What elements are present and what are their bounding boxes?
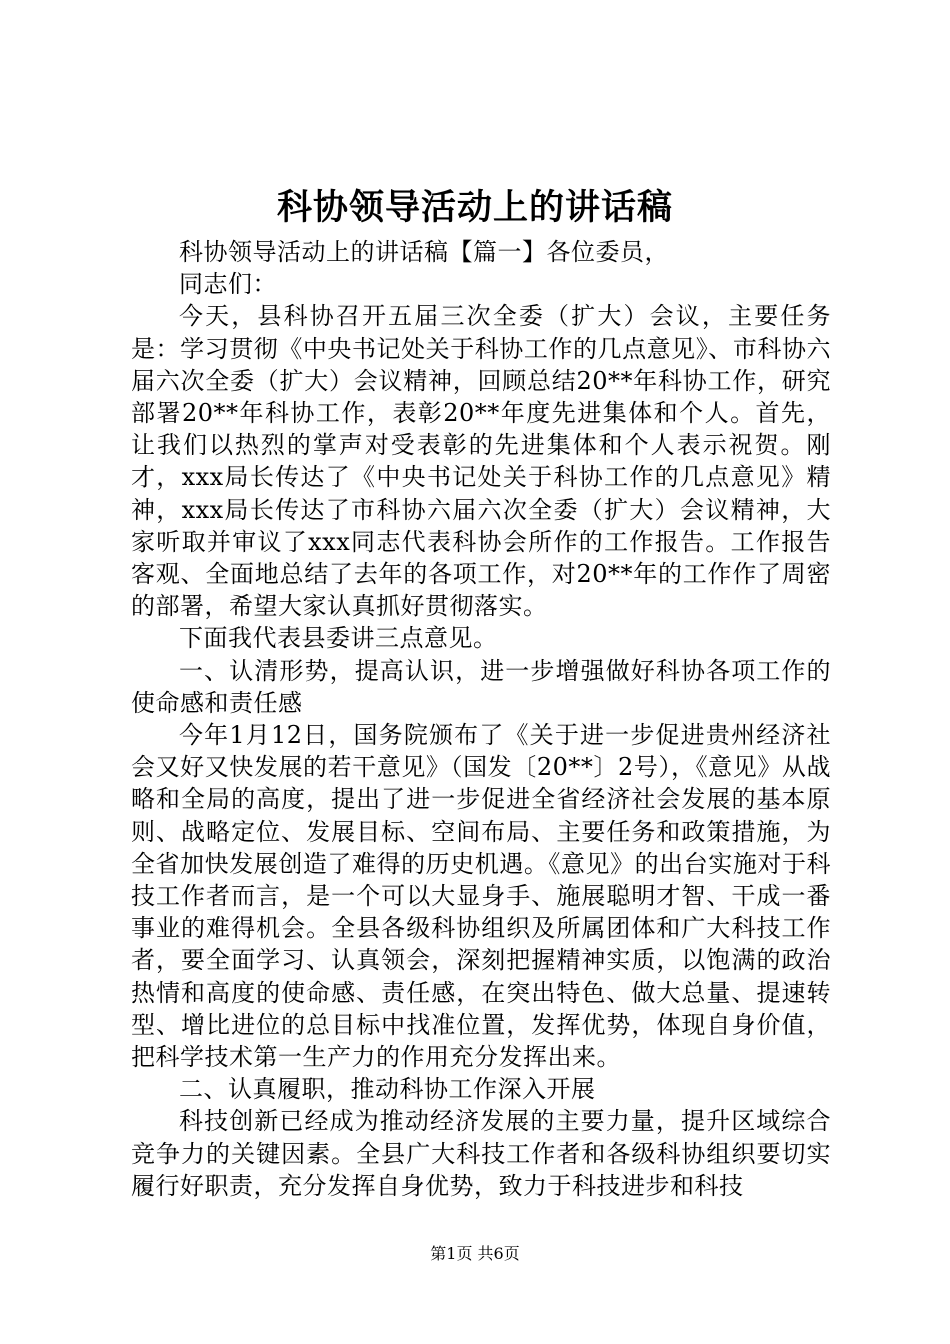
document-body xyxy=(131,236,831,1202)
page-footer: 第1页 共6页 xyxy=(430,1244,520,1263)
paragraph-section-1: 今年1月12日，国务院颁布了《关于进一步促进贵州经济社会又好又快发展的若干意见》（国发〔20**〕2号），《意见》从战略和全局的高度，提出了进一步促进全省经济社会发展的基本原则、战略定位、发展目标、空间布局、主要任务和政策措施，为全省加快发展创造了难得的历史机遇。《意见》的出台实施对于科技工作者而言，是一个可以大显身手、施展聪明才智、干成一番事业的难得机会。全县各级科协组织及所属团体和广大科技工作者，要全面学习、认真领会，深刻把握精神实质，以饱满的政治热情和高度的使命感、责任感，在突出特色、做大总量、提速转型、增比进位的总目标中找准位置，发挥优势，体现自身价值，把科学技术第一生产力的作用充分发挥出来。 xyxy=(131,721,831,1072)
paragraph-intro-points: 下面我代表县委讲三点意见。 xyxy=(179,624,498,653)
section-heading-2: 二、认真履职，推动科协工作深入开展 xyxy=(179,1075,596,1104)
paragraph-opening: 今天，县科协召开五届三次全委（扩大）会议，主要任务是：学习贯彻《中央书记处关于科协工作的几点意见》、市科协六届六次全委（扩大）会议精神，回顾总结20**年科协工作，研究部署20**年科协工作，表彰20**年度先进集体和个人。首先，让我们以热烈的掌声对受表彰的先进集体和个人表示祝贺。刚才，xxx局长传达了《中央书记处关于科协工作的几点意见》精神，xxx局长传达了市科协六届六次全委（扩大）会议精神，大家听取并审议了xxx同志代表科协会所作的工作报告。工作报告客观、全面地总结了去年的各项工作，对20**年的工作作了周密的部署，希望大家认真抓好贯彻落实。 xyxy=(131,302,831,621)
section-heading-1: 一、认清形势，提高认识，进一步增强做好科协各项工作的使命感和责任感 xyxy=(131,656,831,717)
paragraph-section-2: 科技创新已经成为推动经济发展的主要力量，提升区域综合竞争力的关键因素。全县广大科技工作者和各级科协组织要切实履行好职责，充分发挥自身优势，致力于科技进步和科技 xyxy=(131,1107,831,1200)
paragraph-salutation: 同志们： xyxy=(179,270,277,299)
document-title: 科协领导活动上的讲话稿 xyxy=(276,187,673,228)
paragraph-greeting: 科协领导活动上的讲话稿【篇一】各位委员， xyxy=(179,238,669,266)
